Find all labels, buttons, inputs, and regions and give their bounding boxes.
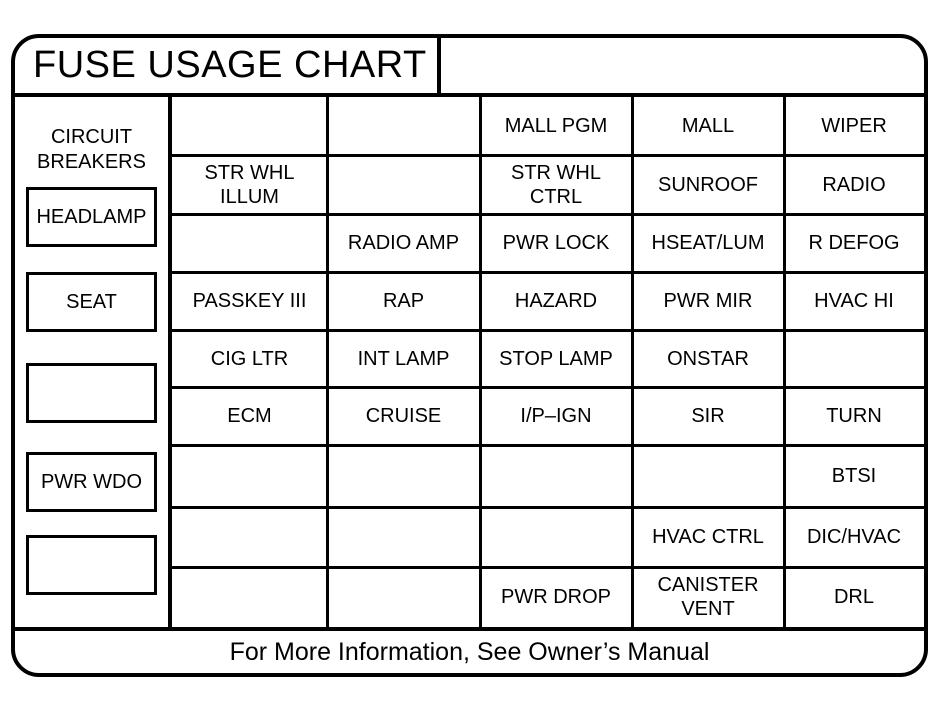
fuse-cell: PASSKEY III [192, 290, 307, 312]
fuse-cell: BTSI [831, 465, 877, 487]
fuse-cell: INT LAMP [357, 347, 450, 370]
fuse-cell: RAP [382, 290, 425, 312]
breaker-empty-2 [26, 535, 157, 595]
fuse-cell: HSEAT/LUM [651, 232, 765, 254]
fuse-cell: HVAC CTRL [652, 526, 764, 548]
fuse-cell: CRUISE [365, 405, 442, 427]
breaker-seat: SEAT [26, 272, 157, 332]
fuse-usage-chart [11, 34, 928, 677]
fuse-cell: CANISTER VENT [657, 574, 759, 620]
fuse-cell: RADIO AMP [347, 232, 460, 254]
fuse-cell-empty [784, 330, 924, 387]
fuse-cell: DRL [833, 586, 874, 608]
fuse-cell-empty [327, 507, 480, 567]
footer-note: For More Information, See Owner’s Manual [15, 627, 924, 677]
breaker-headlamp: HEADLAMP [26, 187, 157, 247]
title-row [15, 38, 924, 97]
fuse-cell: RADIO [822, 173, 886, 196]
fuse-cell-empty [327, 445, 480, 507]
fuse-cell: ECM [227, 405, 272, 427]
breaker-empty-1 [26, 363, 157, 423]
fuse-cell-empty [327, 97, 480, 155]
fuse-cell: STOP LAMP [499, 347, 613, 370]
fuse-cell-empty [172, 445, 327, 507]
fuse-cell: I/P–IGN [520, 405, 592, 427]
fuse-cell: PWR MIR [663, 290, 753, 312]
fuse-cell-empty [172, 214, 327, 272]
fuse-cell: HVAC HI [814, 290, 894, 312]
fuse-cell: MALL [681, 115, 735, 137]
title-divider [437, 38, 441, 93]
fuse-cell: WIPER [821, 115, 887, 137]
fuse-cell: ONSTAR [667, 347, 749, 370]
chart-title: FUSE USAGE CHART [33, 44, 427, 86]
fuse-cell: CIG LTR [210, 347, 289, 370]
fuse-cell-empty [480, 507, 632, 567]
breaker-pwr-wdo: PWR WDO [26, 452, 157, 512]
fuse-cell: DIC/HVAC [806, 526, 902, 548]
fuse-cell: PWR LOCK [502, 232, 610, 254]
fuse-cell: SIR [691, 405, 725, 427]
fuse-cell: R DEFOG [808, 232, 900, 254]
fuse-cell-empty [172, 567, 327, 627]
fuse-cell-empty [327, 155, 480, 214]
fuse-cell: TURN [826, 405, 882, 427]
fuse-cell: PWR DROP [501, 586, 611, 608]
fuse-cell: HAZARD [514, 290, 598, 312]
fuse-cell: STR WHL CTRL [511, 161, 601, 208]
fuse-cell: STR WHL ILLUM [204, 161, 295, 208]
fuse-cell-empty [327, 567, 480, 627]
circuit-breakers-heading: CIRCUIT BREAKERS [37, 126, 146, 173]
fuse-grid [172, 97, 924, 627]
fuse-cell-empty [172, 97, 327, 155]
fuse-cell-empty [172, 507, 327, 567]
fuse-cell-empty [632, 445, 784, 507]
circuit-breakers-column [15, 97, 172, 627]
fuse-cell: MALL PGM [504, 115, 608, 137]
fuse-cell: SUNROOF [658, 173, 758, 196]
fuse-cell-empty [480, 445, 632, 507]
